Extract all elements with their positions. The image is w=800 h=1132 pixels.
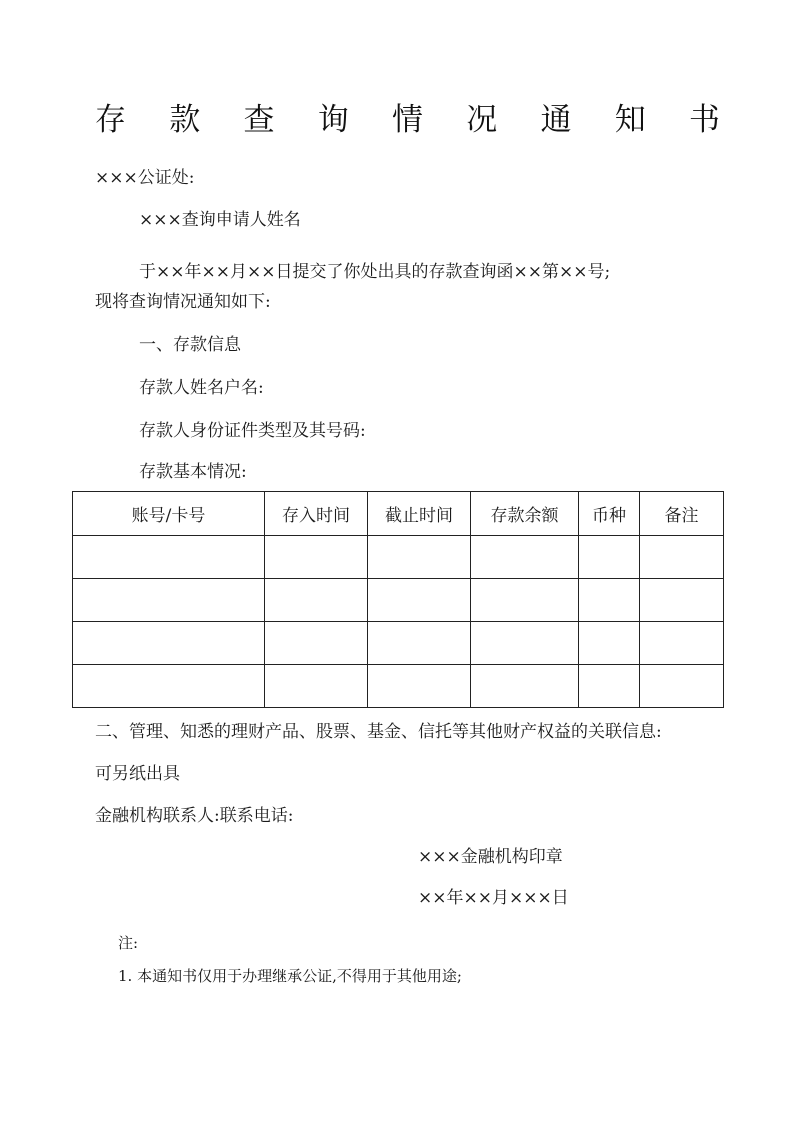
separate-sheet-note: 可另纸出具 — [95, 764, 180, 784]
intro-line-1: 于××年××月××日提交了你处出具的存款查询函××第××号; — [139, 262, 611, 282]
applicant-line: ×××查询申请人姓名 — [139, 210, 301, 230]
table-cell — [265, 665, 368, 708]
title-char: 通 — [540, 101, 572, 138]
section1-heading: 一、存款信息 — [139, 335, 241, 355]
title-char: 况 — [466, 101, 498, 138]
header-remarks: 备注 — [640, 492, 724, 536]
table-cell — [471, 579, 579, 622]
table-cell — [73, 536, 265, 579]
table-cell — [640, 665, 724, 708]
addressee: ×××公证处: — [95, 168, 195, 188]
table-cell — [579, 622, 640, 665]
table-cell — [368, 536, 471, 579]
note-heading: 注: — [118, 934, 139, 952]
header-currency: 币种 — [579, 492, 640, 536]
table-cell — [640, 622, 724, 665]
title-char: 查 — [243, 101, 275, 138]
table-cell — [471, 536, 579, 579]
table-cell — [265, 536, 368, 579]
table-cell — [265, 622, 368, 665]
table-cell — [579, 579, 640, 622]
table-cell — [640, 579, 724, 622]
title-char: 询 — [317, 101, 349, 138]
title-char: 存 — [95, 101, 126, 138]
table-cell — [73, 665, 265, 708]
table-cell — [579, 665, 640, 708]
depositor-id-label: 存款人身份证件类型及其号码: — [139, 421, 366, 441]
table-row — [73, 536, 724, 579]
table-cell — [471, 665, 579, 708]
table-row — [73, 665, 724, 708]
header-account: 账号/卡号 — [73, 492, 265, 536]
deposit-basic-label: 存款基本情况: — [139, 462, 247, 482]
seal-line: ×××金融机构印章 — [418, 847, 563, 867]
table-cell — [471, 622, 579, 665]
table-cell — [579, 536, 640, 579]
header-balance: 存款余额 — [471, 492, 579, 536]
table-cell — [368, 665, 471, 708]
table-row — [73, 579, 724, 622]
header-deposit-time: 存入时间 — [265, 492, 368, 536]
title-char: 款 — [169, 101, 201, 138]
table-header-row — [73, 492, 724, 536]
deposit-table — [72, 491, 724, 708]
page-title — [95, 92, 720, 140]
contact-line: 金融机构联系人:联系电话: — [95, 806, 294, 826]
title-char: 知 — [614, 101, 646, 138]
section2-heading: 二、管理、知悉的理财产品、股票、基金、信托等其他财产权益的关联信息: — [95, 722, 662, 742]
table-row — [73, 622, 724, 665]
header-end-time: 截止时间 — [368, 492, 471, 536]
depositor-name-label: 存款人姓名户名: — [139, 378, 264, 398]
note-item-1: 1. 本通知书仅用于办理继承公证,不得用于其他用途; — [118, 967, 462, 985]
table-cell — [73, 579, 265, 622]
table-cell — [368, 622, 471, 665]
table-cell — [640, 536, 724, 579]
title-char: 书 — [689, 101, 720, 138]
title-char: 情 — [392, 101, 423, 138]
table-cell — [73, 622, 265, 665]
intro-line-2: 现将查询情况通知如下: — [95, 292, 271, 312]
date-line: ××年××月×××日 — [418, 888, 569, 908]
table-cell — [368, 579, 471, 622]
table-cell — [265, 579, 368, 622]
